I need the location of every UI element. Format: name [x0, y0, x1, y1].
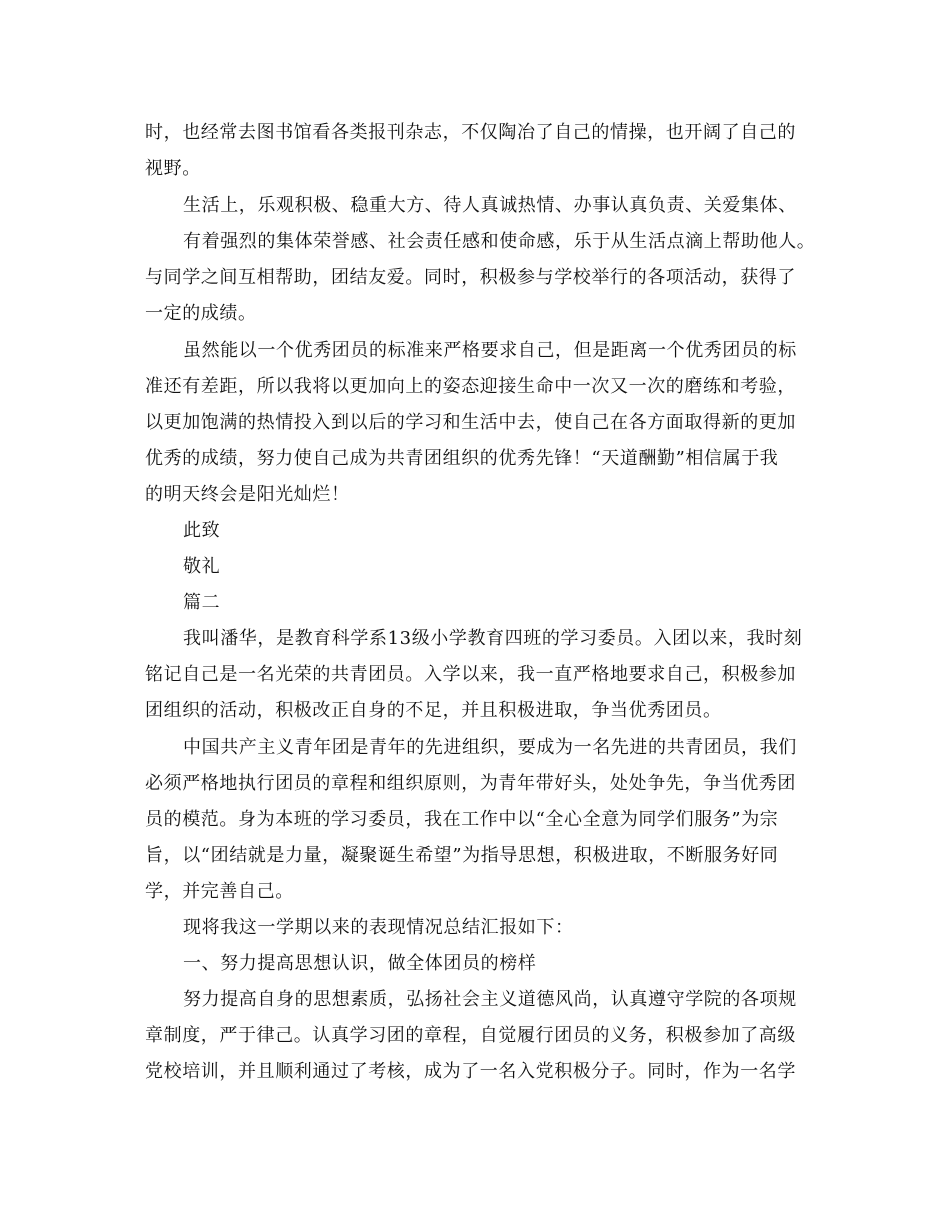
text-line: 团组织的活动，积极改正自身的不足，并且积极进取，争当优秀团员。	[145, 700, 722, 721]
text-line: 时，也经常去图书馆看各类报刊杂志，不仅陶冶了自己的情操，也开阔了自己的	[145, 122, 796, 143]
text-line: 中国共产主义青年团是青年的先进组织，要成为一名先进的共青团员，我们	[183, 737, 797, 758]
text-line: 与同学之间互相帮助，团结友爱。同时，积极参与学校举行的各项活动，获得了	[145, 267, 796, 288]
text-line: 生活上，乐观积极、稳重大方、待人真诚热情、办事认真负责、关爱集体、	[183, 195, 797, 216]
closing-regards: 敬礼	[183, 556, 221, 577]
text-line: 视野。	[145, 158, 201, 179]
text-line: 旨，以“团结就是力量，凝聚诞生希望”为指导思想，积极进取，不断服务好同	[145, 845, 779, 866]
text-line: 必须严格地执行团员的章程和组织原则，为青年带好头，处处争先，争当优秀团	[145, 773, 796, 794]
text-line: 优秀的成绩，努力使自己成为共青团组织的优秀先锋！“天道酬勤”相信属于我	[145, 448, 779, 469]
text-line: 准还有差距，所以我将以更加向上的姿态迎接生命中一次又一次的磨练和考验，	[145, 376, 796, 397]
text-line: 虽然能以一个优秀团员的标准来严格要求自己，但是距离一个优秀团员的标	[183, 340, 797, 361]
closing-salutation: 此致	[183, 520, 221, 541]
text-line: 努力提高自身的思想素质，弘扬社会主义道德风尚，认真遵守学院的各项规	[183, 989, 797, 1010]
text-line: 以更加饱满的热情投入到以后的学习和生活中去，使自己在各方面取得新的更加	[145, 412, 796, 433]
text-line: 章制度，严于律己。认真学习团的章程，自觉履行团员的义务，积极参加了高级	[145, 1025, 796, 1046]
text-line: 我叫潘华，是教育科学系13级小学教育四班的学习委员。入团以来，我时刻	[183, 628, 803, 649]
text-line: 员的模范。身为本班的学习委员，我在工作中以“全心全意为同学们服务”为宗	[145, 809, 779, 830]
text-line: 现将我这一学期以来的表现情况总结汇报如下：	[183, 917, 574, 938]
text-line: 党校培训，并且顺利通过了考核，成为了一名入党积极分子。同时，作为一名学	[145, 1061, 796, 1082]
text-line: 有着强烈的集体荣誉感、社会责任感和使命感，乐于从生活点滴上帮助他人。	[183, 231, 816, 252]
text-line: 学，并完善自己。	[145, 881, 294, 902]
text-line: 一定的成绩。	[145, 303, 257, 324]
text-line: 铭记自己是一名光荣的共青团员。入学以来，我一直严格地要求自己，积极参加	[145, 664, 796, 685]
subsection-heading: 一、努力提高思想认识，做全体团员的榜样	[183, 953, 537, 974]
section-heading: 篇二	[183, 592, 221, 613]
text-line: 的明天终会是阳光灿烂！	[145, 484, 350, 505]
